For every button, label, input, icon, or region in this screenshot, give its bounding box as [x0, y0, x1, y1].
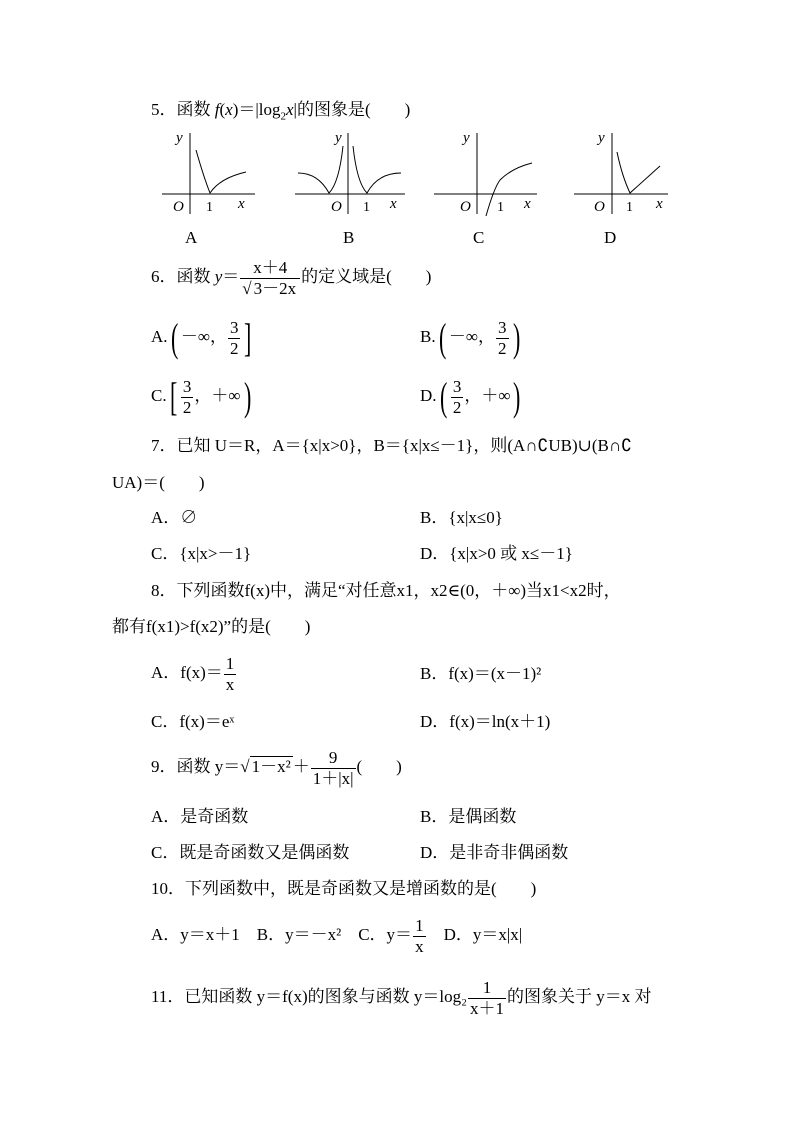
q5-stem: 5．函数 $f(x)=|\log_2x|$的图象是( ) — [151, 100, 411, 123]
graph-label-d: D — [604, 228, 617, 247]
q6-option-a: A.( －∞， $\frac{3}{2}$ ] — [151, 315, 252, 361]
q6-option-b: B.( －∞， $\frac{3}{2}$ ) — [420, 315, 520, 361]
q6-option-c: C.[ $\frac{3}{2}$ ，＋∞) — [151, 374, 251, 420]
q7-line1: 7．已知 U＝R，A＝{x|x>0}，B＝{x|x≤－1}，则(A∩∁UB)∪(B∩∁ — [151, 436, 632, 455]
q8-option-a: A．f(x)＝ $\frac{1}{x}$ — [151, 654, 235, 694]
q6-stem: 6．函数 y＝ $\frac{x+4}{√ 3-2x}$ 的定义域是( ) — [151, 258, 432, 298]
svg-text:x: x — [656, 196, 663, 212]
q7-option-c: C．{x|x>－1} — [151, 544, 252, 563]
q10-stem: 10．下列函数中，既是奇函数又是增函数的是( ) — [151, 879, 537, 898]
q6-option-d: D.( $\frac{3}{2}$ ，＋∞) — [420, 374, 521, 420]
svg-text:y: y — [335, 130, 342, 146]
q8-option-c: C．f(x)＝eˣ — [151, 712, 235, 731]
q8-line1: 8．下列函数f(x)中，满足“对任意x1，x2∈(0，＋∞)当x1<x2时， — [151, 581, 621, 600]
svg-text:x: x — [524, 196, 531, 212]
graph-label-c: C — [473, 228, 485, 247]
q7-option-a: A．∅ — [151, 508, 198, 527]
svg-text:1: 1 — [626, 200, 633, 215]
q8-line2: 都有f(x1)>f(x2)”的是( ) — [112, 617, 311, 636]
svg-text:y: y — [598, 130, 605, 146]
q7-option-d: D．{x|x>0 或 x≤－1} — [420, 544, 573, 563]
svg-text:x: x — [390, 196, 397, 212]
q8-option-d: D．f(x)＝ln(x＋1) — [420, 712, 551, 731]
svg-text:y: y — [176, 130, 183, 146]
q9-option-a: A．是奇函数 — [151, 807, 249, 826]
svg-text:1: 1 — [363, 200, 370, 215]
svg-text:O: O — [594, 199, 605, 215]
graph-label-b: B — [343, 228, 355, 247]
q11-stem: 11．已知函数 y＝f(x)的图象与函数 y＝log₂ $\frac{1}{x+1}$ 的图象关于 y＝x 对 — [151, 978, 652, 1018]
q9-option-d: D．是非奇非偶函数 — [420, 843, 569, 862]
q7-option-b: B．{x|x≤0} — [420, 508, 503, 527]
svg-text:O: O — [173, 199, 184, 215]
q7-line2: UA)＝( ) — [112, 473, 205, 492]
q9-stem: 9．函数 y＝√ 1－x² ＋ $\frac{9}{1+|x|}$ ( ) — [151, 748, 402, 788]
graph-c — [432, 128, 542, 216]
graph-a — [160, 128, 260, 216]
q9-option-b: B．是偶函数 — [420, 807, 517, 826]
graph-label-a: A — [185, 228, 198, 247]
svg-text:y: y — [463, 130, 470, 146]
q8-option-b: B．f(x)＝(x－1)² — [420, 664, 542, 683]
q9-option-c: C．既是奇函数又是偶函数 — [151, 843, 350, 862]
graph-b — [293, 128, 408, 216]
svg-text:O: O — [460, 199, 471, 215]
svg-text:x: x — [238, 196, 245, 212]
svg-text:O: O — [331, 199, 342, 215]
q10-options: A．y＝x＋1 B．y＝－x² C．y＝ $\frac{1}{x}$ D．y＝x|x| — [151, 916, 523, 956]
svg-text:1: 1 — [497, 200, 504, 215]
graph-d — [572, 128, 672, 216]
svg-text:1: 1 — [206, 200, 213, 215]
